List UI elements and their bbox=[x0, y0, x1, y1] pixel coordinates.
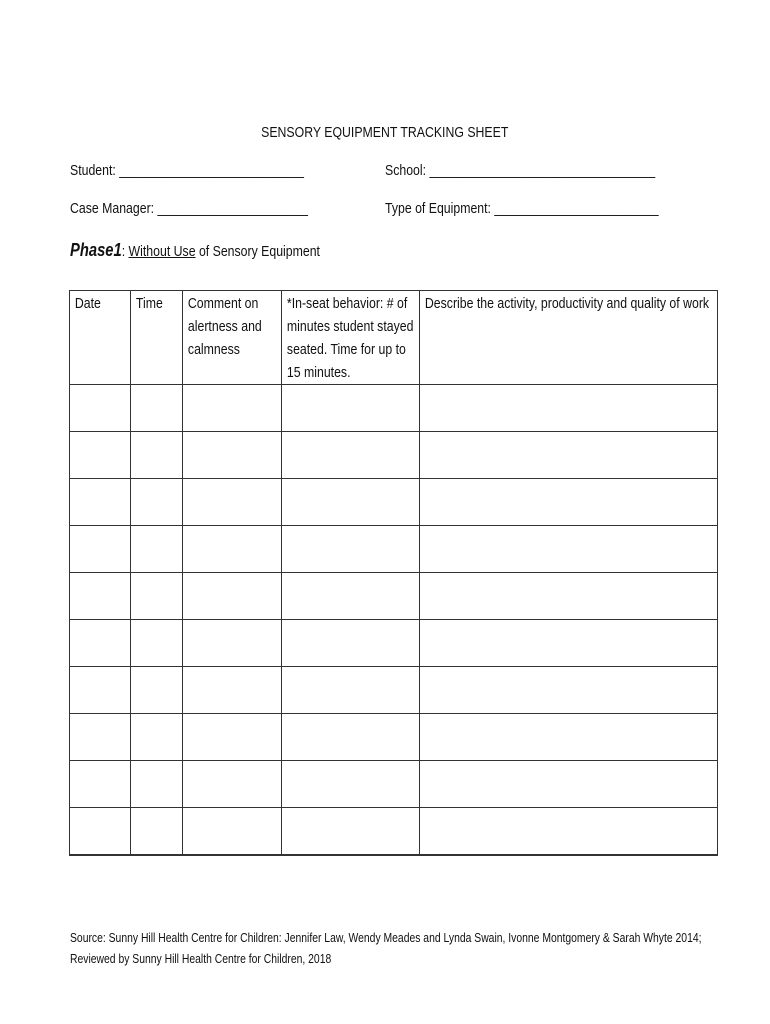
equipment-type-field[interactable] bbox=[385, 200, 719, 217]
source-footer bbox=[70, 928, 770, 970]
header-activity-description-text: Describe the activity, productivity and quality of work bbox=[424, 295, 710, 312]
header-time bbox=[131, 291, 183, 385]
entry-cell-date[interactable] bbox=[70, 573, 131, 620]
table-row bbox=[70, 667, 718, 714]
entry-cell-date[interactable] bbox=[70, 714, 131, 761]
header-time-text: Time bbox=[135, 295, 163, 312]
entry-cell-comment[interactable] bbox=[183, 432, 282, 479]
table-row bbox=[70, 620, 718, 667]
equipment-type-field-text: Type of Equipment: ________________________ bbox=[385, 200, 659, 217]
table-row bbox=[70, 573, 718, 620]
header-activity-description bbox=[420, 291, 718, 385]
entry-cell-comment[interactable] bbox=[183, 808, 282, 856]
entry-cell-comment[interactable] bbox=[183, 667, 282, 714]
entry-cell-activity[interactable] bbox=[420, 432, 718, 479]
entry-cell-date[interactable] bbox=[70, 385, 131, 432]
case-manager-field-text: Case Manager: ______________________ bbox=[70, 200, 309, 217]
entry-cell-date[interactable] bbox=[70, 479, 131, 526]
entry-cell-in-seat-minutes[interactable] bbox=[282, 761, 420, 808]
entry-cell-activity[interactable] bbox=[420, 761, 718, 808]
entry-cell-time[interactable] bbox=[131, 573, 183, 620]
entry-cell-in-seat-minutes[interactable] bbox=[282, 620, 420, 667]
entry-cell-in-seat-minutes[interactable] bbox=[282, 385, 420, 432]
entry-cell-activity[interactable] bbox=[420, 385, 718, 432]
entry-cell-time[interactable] bbox=[131, 479, 183, 526]
phase-number: Phase1 bbox=[70, 240, 122, 260]
header-in-seat-behavior-text: *In-seat behavior: # of minutes student stayed seated. Time for up to 15 minutes. bbox=[286, 295, 414, 381]
entry-cell-time[interactable] bbox=[131, 667, 183, 714]
table-row bbox=[70, 761, 718, 808]
entry-cell-activity[interactable] bbox=[420, 479, 718, 526]
student-field-text: Student: ___________________________ bbox=[70, 162, 304, 179]
entry-cell-activity[interactable] bbox=[420, 808, 718, 856]
entry-cell-time[interactable] bbox=[131, 714, 183, 761]
entry-cell-in-seat-minutes[interactable] bbox=[282, 526, 420, 573]
case-manager-field[interactable] bbox=[70, 200, 360, 217]
entry-cell-date[interactable] bbox=[70, 432, 131, 479]
entry-cell-in-seat-minutes[interactable] bbox=[282, 667, 420, 714]
table-row bbox=[70, 385, 718, 432]
table-row bbox=[70, 714, 718, 761]
student-field[interactable] bbox=[70, 162, 355, 179]
table-row bbox=[70, 526, 718, 573]
header-date-text: Date bbox=[74, 295, 101, 312]
footer-line-1: Source: Sunny Hill Health Centre for Children: Jennifer Law, Wendy Meades and Lynda Swain, Ivonne Montgomery & Sarah Whyte 2014; bbox=[70, 931, 702, 945]
page-title-text: SENSORY EQUIPMENT TRACKING SHEET bbox=[261, 124, 509, 141]
phase-heading bbox=[70, 240, 375, 261]
entry-cell-date[interactable] bbox=[70, 667, 131, 714]
entry-cell-in-seat-minutes[interactable] bbox=[282, 479, 420, 526]
header-comment-text: Comment on alertness and calmness bbox=[187, 295, 262, 358]
phase-colon: : bbox=[121, 243, 126, 260]
entry-cell-in-seat-minutes[interactable] bbox=[282, 808, 420, 856]
entry-cell-comment[interactable] bbox=[183, 573, 282, 620]
page-title bbox=[0, 124, 770, 141]
entry-cell-activity[interactable] bbox=[420, 714, 718, 761]
entry-cell-comment[interactable] bbox=[183, 714, 282, 761]
header-date bbox=[70, 291, 131, 385]
entry-cell-in-seat-minutes[interactable] bbox=[282, 432, 420, 479]
table-header-row bbox=[70, 291, 718, 385]
entry-cell-activity[interactable] bbox=[420, 620, 718, 667]
entry-cell-in-seat-minutes[interactable] bbox=[282, 714, 420, 761]
entry-cell-comment[interactable] bbox=[183, 479, 282, 526]
phase-rest: of Sensory Equipment bbox=[195, 243, 320, 260]
phase-underlined: Without Use bbox=[128, 243, 196, 260]
entry-cell-comment[interactable] bbox=[183, 526, 282, 573]
school-field-text: School: _________________________________ bbox=[385, 162, 656, 179]
table-row bbox=[70, 479, 718, 526]
entry-cell-activity[interactable] bbox=[420, 667, 718, 714]
entry-cell-activity[interactable] bbox=[420, 526, 718, 573]
table-body bbox=[70, 385, 718, 856]
school-field[interactable] bbox=[385, 162, 715, 179]
entry-cell-date[interactable] bbox=[70, 808, 131, 856]
header-comment bbox=[183, 291, 282, 385]
entry-cell-date[interactable] bbox=[70, 620, 131, 667]
header-in-seat-behavior bbox=[282, 291, 420, 385]
entry-cell-time[interactable] bbox=[131, 526, 183, 573]
entry-cell-time[interactable] bbox=[131, 432, 183, 479]
tracking-table bbox=[69, 290, 718, 856]
entry-cell-time[interactable] bbox=[131, 385, 183, 432]
entry-cell-date[interactable] bbox=[70, 526, 131, 573]
entry-cell-in-seat-minutes[interactable] bbox=[282, 573, 420, 620]
entry-cell-time[interactable] bbox=[131, 620, 183, 667]
entry-cell-comment[interactable] bbox=[183, 620, 282, 667]
entry-cell-comment[interactable] bbox=[183, 385, 282, 432]
entry-cell-date[interactable] bbox=[70, 761, 131, 808]
entry-cell-time[interactable] bbox=[131, 761, 183, 808]
table-row bbox=[70, 808, 718, 856]
footer-line-2: Reviewed by Sunny Hill Health Centre for Children, 2018 bbox=[70, 952, 332, 966]
entry-cell-activity[interactable] bbox=[420, 573, 718, 620]
entry-cell-time[interactable] bbox=[131, 808, 183, 856]
table-row bbox=[70, 432, 718, 479]
entry-cell-comment[interactable] bbox=[183, 761, 282, 808]
